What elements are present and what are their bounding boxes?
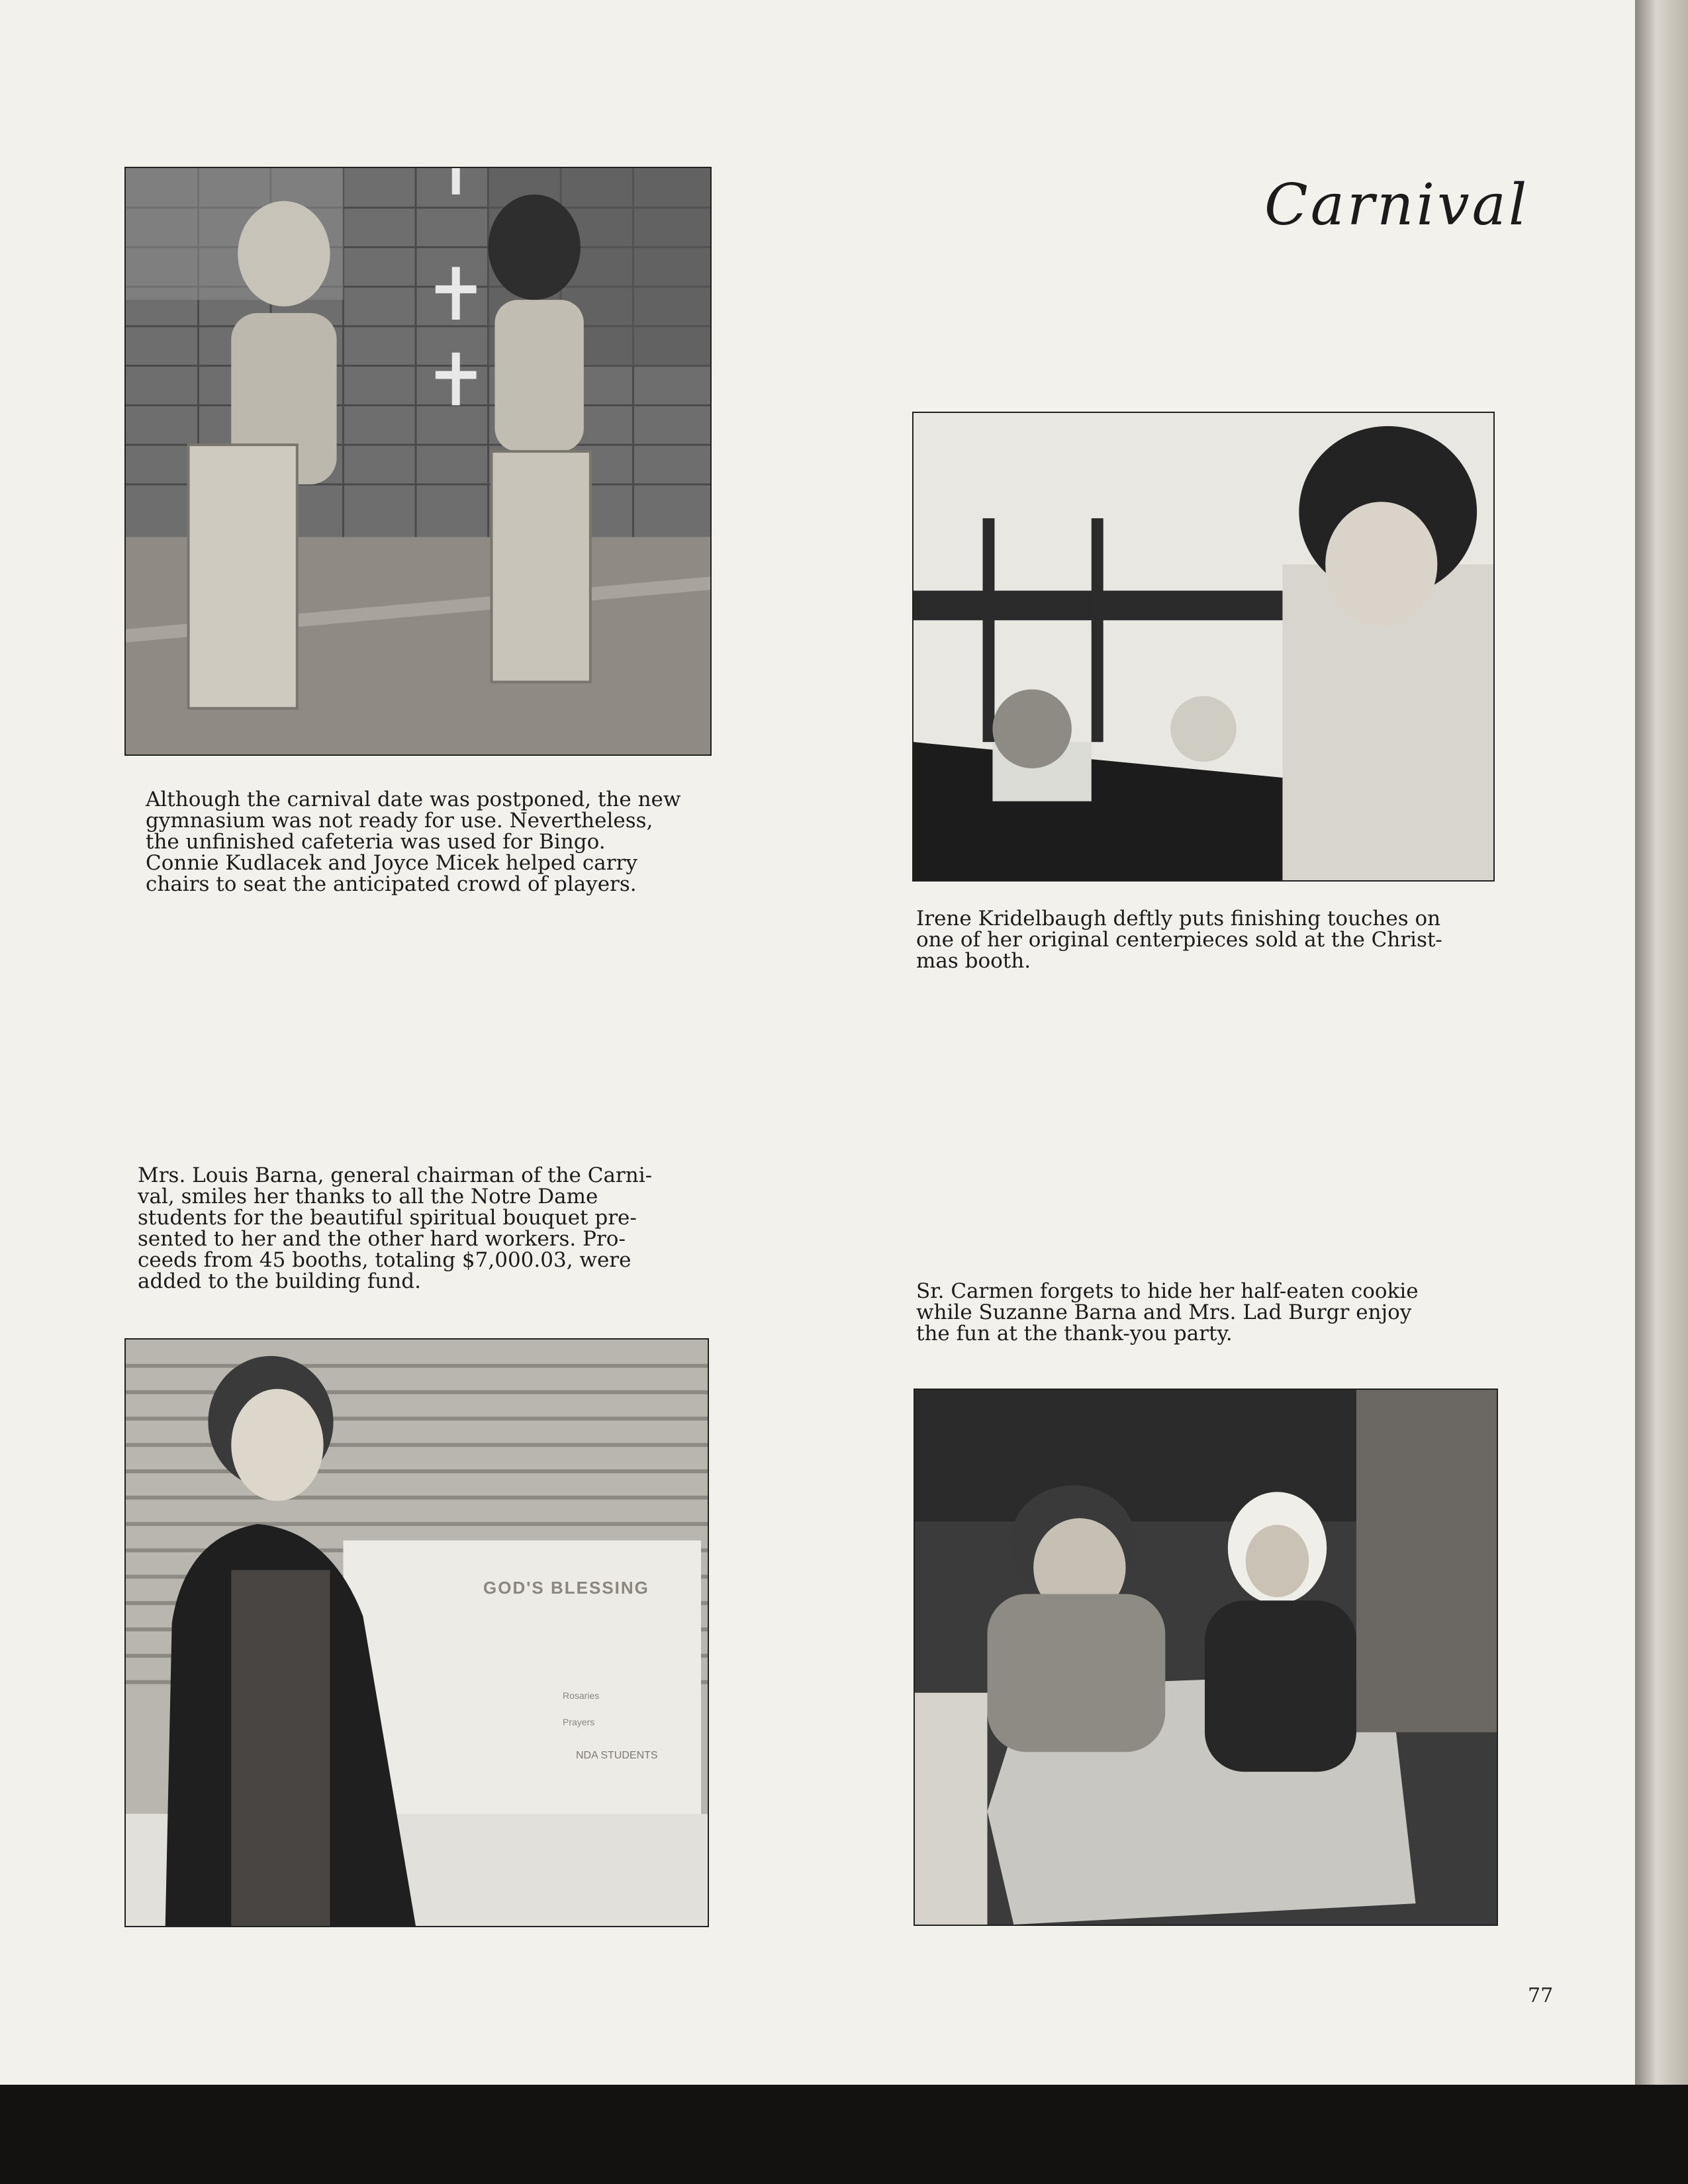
caption-bottom-left: [138, 1165, 687, 1292]
caption-bottom-right: [916, 1281, 1485, 1344]
caption-line: sented to her and the other hard workers. Pro-: [138, 1227, 626, 1251]
caption-line: students for the beautiful spiritual bouquet pre-: [138, 1206, 637, 1230]
caption-line: the fun at the thank-you party.: [916, 1322, 1233, 1345]
caption-line: the unfinished cafeteria was used for Bingo.: [146, 830, 606, 854]
poster-line: GOD'S BLESSING: [483, 1578, 649, 1598]
caption-line: ceeds from 45 booths, totaling $7,000.03, were: [138, 1248, 632, 1272]
caption-line: while Suzanne Barna and Mrs. Lad Burgr enjoy: [916, 1300, 1412, 1324]
caption-line: Mrs. Louis Barna, general chairman of the Carni-: [138, 1163, 653, 1187]
caption-line: added to the building fund.: [138, 1269, 421, 1293]
poster-line: NDA STUDENTS: [576, 1750, 658, 1761]
caption-line: Although the carnival date was postponed, the new: [146, 788, 681, 811]
caption-line: one of her original centerpieces sold at the Christ-: [916, 928, 1442, 952]
page-title: Carnival: [1264, 172, 1530, 238]
photo-centerpiece: [912, 412, 1495, 882]
page-number: 77: [1528, 1984, 1554, 2007]
caption-top-right: [916, 908, 1472, 972]
poster-line: Rosaries: [563, 1690, 600, 1701]
photo-mrs-barna: [124, 1338, 709, 1927]
scan-border: [0, 2085, 1688, 2184]
photo-thank-you-party: [914, 1388, 1498, 1926]
caption-line: mas booth.: [916, 949, 1031, 973]
caption-line: Sr. Carmen forgets to hide her half-eaten cookie: [916, 1279, 1419, 1303]
page-binding-edge: [1635, 0, 1688, 2085]
caption-top-left: [146, 789, 688, 895]
poster-line: Prayers: [563, 1717, 595, 1727]
caption-line: gymnasium was not ready for use. Nevertheless,: [146, 809, 653, 833]
photo-girls-carrying-chairs: [124, 167, 712, 756]
caption-line: val, smiles her thanks to all the Notre Dame: [138, 1185, 598, 1208]
caption-line: chairs to seat the anticipated crowd of players.: [146, 872, 637, 896]
caption-line: Irene Kridelbaugh deftly puts finishing touches on: [916, 907, 1441, 931]
caption-line: Connie Kudlacek and Joyce Micek helped carry: [146, 851, 637, 875]
